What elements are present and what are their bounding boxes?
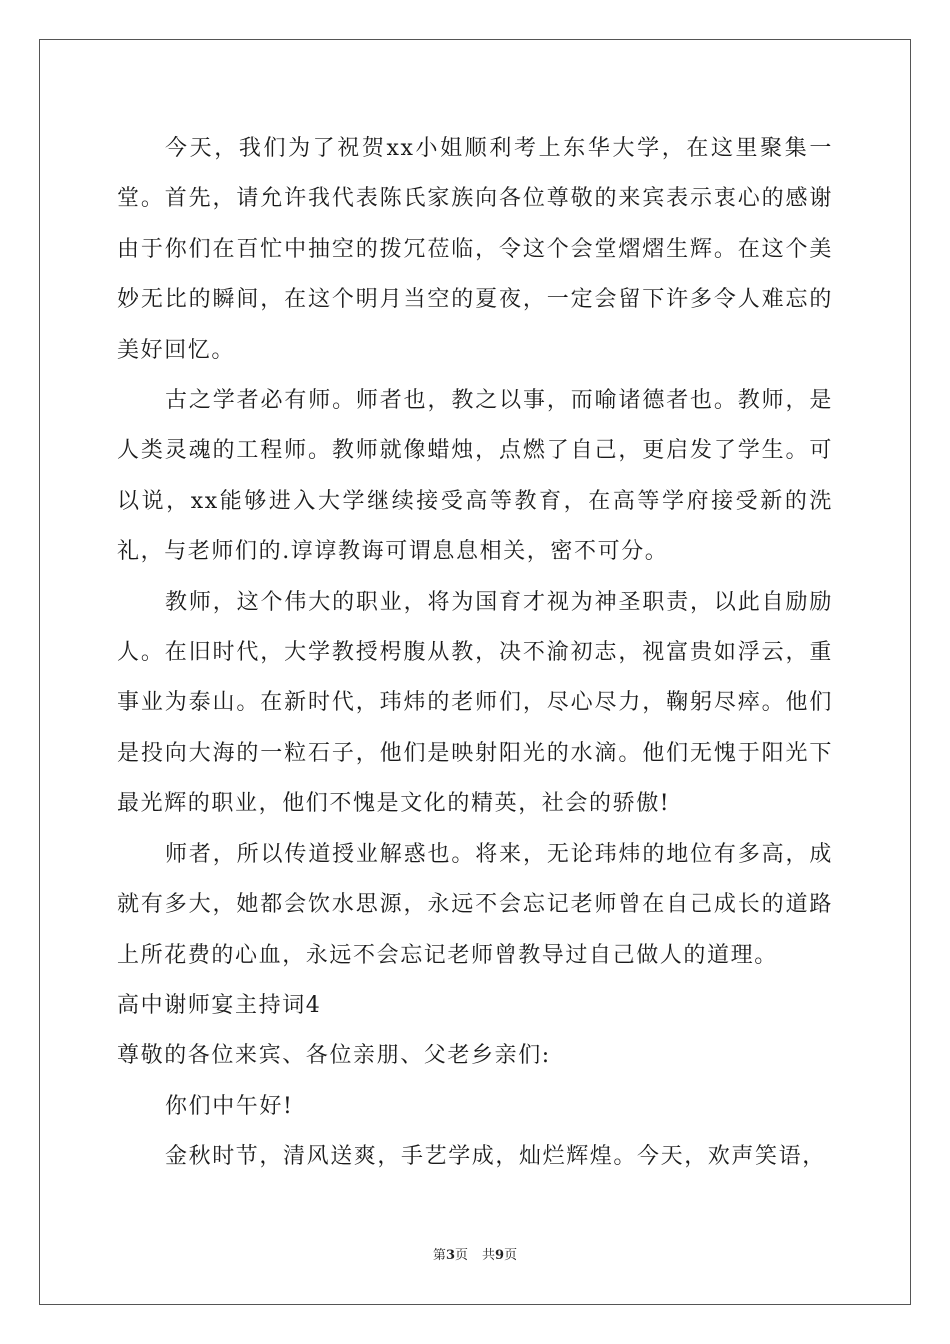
page-current: 3 (445, 1248, 455, 1263)
paragraph-4: 师者，所以传道授业解惑也。将来，无论玮炜的地位有多高，成就有多大，她都会饮水思源，永远不会忘记老师曾在自己成长的道路上所花费的心血，永远不会忘记老师曾教导过自己做人的道理。 (117, 841, 833, 968)
total-suffix: 页 (504, 1248, 518, 1263)
paragraph-5: 金秋时节，清风送爽，手艺学成，灿烂辉煌。今天，欢声笑语， (165, 1144, 826, 1170)
paragraph-1: 今天，我们为了祝贺xx小姐顺利考上东华大学，在这里聚集一堂。首先，请允许我代表陈氏家族向各位尊敬的来宾表示衷心的感谢由于你们在百忙中抽空的拨冗莅临，令这个会堂熠熠生辉。在这个美妙无比的瞬间，在这个明月当空的夏夜，一定会留下许多令人难忘的美好回忆。 (117, 136, 833, 363)
greeting: 你们中午好! (165, 1093, 294, 1119)
total-prefix: 共 (482, 1248, 496, 1263)
paragraph-3: 教师，这个伟大的职业，将为国育才视为神圣职责，以此自励励人。在旧时代，大学教授枵腹从教，决不渝初志，视富贵如浮云，重事业为泰山。在新时代，玮炜的老师们，尽心尽力，鞠躬尽瘁。他们是投向大海的一粒石子，他们是映射阳光的水滴。他们无愧于阳光下最光辉的职业，他们不愧是文化的精英，社会的骄傲! (117, 589, 833, 817)
page-total: 9 (495, 1248, 505, 1263)
section-heading: 高中谢师宴主持词4 (117, 992, 322, 1018)
salutation: 尊敬的各位来宾、各位亲朋、父老乡亲们: (117, 1043, 551, 1069)
page-prefix: 第 (432, 1248, 446, 1263)
document-body (117, 124, 833, 1183)
paragraph-2: 古之学者必有师。师者也，教之以事，而喻诸德者也。教师，是人类灵魂的工程师。教师就像蜡烛，点燃了自己，更启发了学生。可以说，xx能够进入大学继续接受高等教育，在高等学府接受新的洗礼，与老师们的.谆谆教诲可谓息息相关，密不可分。 (117, 388, 833, 565)
page-footer (0, 1244, 950, 1263)
page-suffix: 页 (454, 1248, 468, 1263)
